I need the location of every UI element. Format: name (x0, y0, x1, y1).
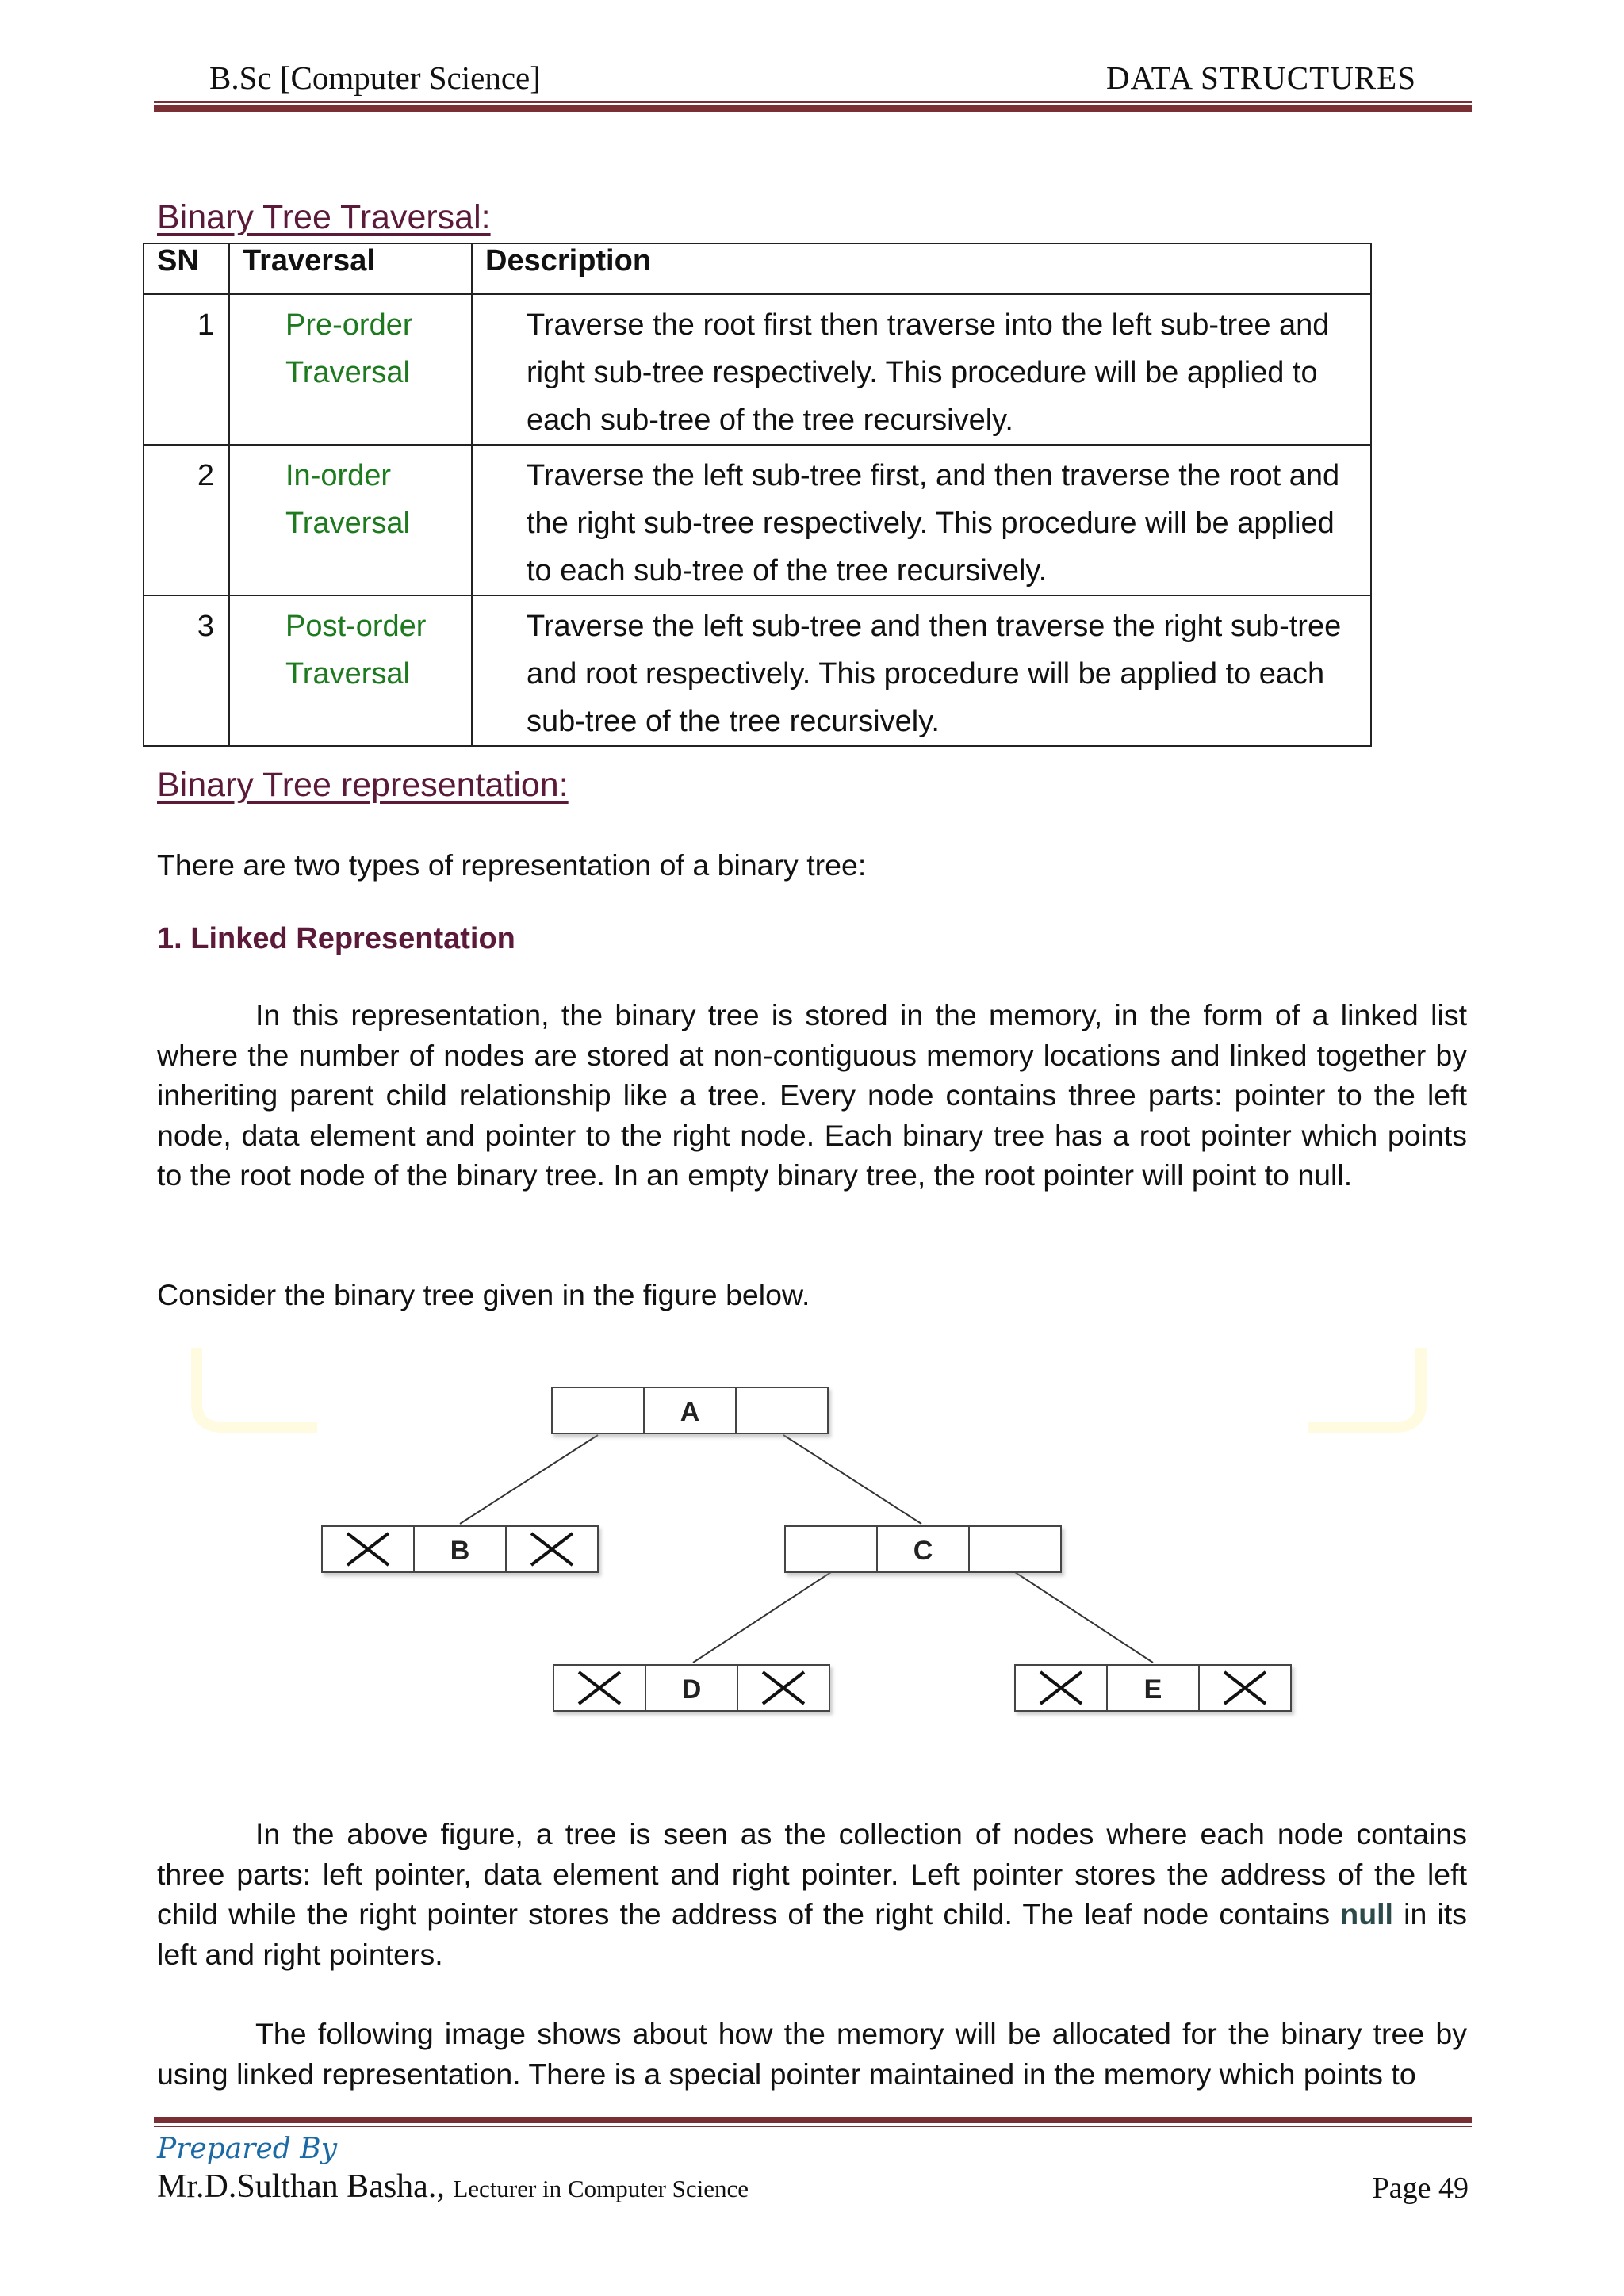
footer-rule-thin (154, 2126, 1472, 2127)
binary-tree-figure (190, 1348, 1443, 1728)
explanation-text-end: in its left and right pointers. (157, 1897, 1467, 1971)
edge-a-c (783, 1435, 921, 1524)
author-role: Lecturer in Computer Science (453, 2175, 749, 2202)
page-number: Page 49 (1372, 2172, 1469, 2205)
header-course: B.Sc [Computer Science] (209, 59, 541, 96)
header-subject: DATA STRUCTURES (1105, 59, 1416, 96)
traversal-name-line1: In-order (285, 459, 392, 492)
traversal-title: Binary Tree Traversal: (157, 198, 491, 236)
row-traversal-name (229, 595, 472, 746)
header-rule-thin (154, 101, 1472, 103)
tree-node-d (553, 1665, 829, 1711)
traversal-name-line1: Post-order (285, 610, 427, 643)
bracket-right-decoration (1308, 1348, 1421, 1427)
table-row (144, 294, 1371, 445)
header-rule-thick (154, 105, 1472, 112)
node-label: D (681, 1674, 702, 1705)
footer-rule-thick (154, 2117, 1472, 2123)
node-label: C (913, 1536, 933, 1566)
linked-representation-heading: 1. Linked Representation (157, 922, 515, 955)
row-sn: 2 (144, 445, 229, 595)
traversal-name-line2: Traversal (285, 507, 410, 540)
node-label: E (1143, 1674, 1162, 1705)
col-description: Description (472, 243, 1371, 294)
col-sn: SN (144, 243, 229, 294)
node-label: A (680, 1397, 700, 1427)
author-name: Mr.D.Sulthan Basha., (157, 2168, 445, 2205)
memory-allocation-paragraph: The following image shows about how the memory will be allocated for the binary tree by using linked representation. There is a special pointer maintained in the memory which points to (157, 2017, 1467, 2091)
figure-explanation (157, 1814, 1467, 1974)
row-traversal-name (229, 445, 472, 595)
col-traversal: Traversal (229, 243, 472, 294)
edge-c-e (1015, 1572, 1153, 1663)
tree-node-c (785, 1526, 1061, 1572)
consider-text: Consider the binary tree given in the figure below. (157, 1278, 810, 1311)
traversal-table (143, 243, 1372, 747)
table-row (144, 595, 1371, 746)
row-description: Traverse the root first then traverse into the left sub-tree and right sub-tree respectively. This procedure will be applied to each sub-tree of the tree recursively. (472, 294, 1371, 445)
footer-prepared-by: Prepared By (157, 2133, 338, 2165)
bracket-left-decoration (197, 1348, 317, 1427)
edge-a-b (460, 1435, 598, 1524)
explanation-text: In the above figure, a tree is seen as the collection of nodes where each node contains three parts: left pointer, data element and right pointer. Left pointer stores the address of the left child while the right pointer stores the address of the right child. The leaf node contains (157, 1817, 1467, 1931)
traversal-name-line2: Traversal (285, 356, 410, 389)
row-sn: 1 (144, 294, 229, 445)
node-label: B (450, 1536, 470, 1566)
row-sn: 3 (144, 595, 229, 746)
footer-author (157, 2168, 749, 2206)
row-traversal-name (229, 294, 472, 445)
traversal-name-line1: Pre-order (285, 308, 413, 342)
tree-node-a (552, 1387, 828, 1433)
row-description: Traverse the left sub-tree and then traverse the right sub-tree and root respectively. This procedure will be applied to each sub-tree of the tree recursively. (472, 595, 1371, 746)
representation-intro: There are two types of representation of a binary tree: (157, 848, 867, 882)
null-keyword: null (1340, 1897, 1393, 1931)
representation-title: Binary Tree representation: (157, 766, 569, 804)
row-description: Traverse the left sub-tree first, and then traverse the root and the right sub-tree respectively. This procedure will be applied to each sub-tree of the tree recursively. (472, 445, 1371, 595)
traversal-name-line2: Traversal (285, 657, 410, 691)
tree-node-b (322, 1526, 598, 1572)
table-header-row (144, 243, 1371, 294)
table-row (144, 445, 1371, 595)
tree-node-e (1015, 1665, 1291, 1711)
edge-c-d (693, 1572, 831, 1663)
linked-paragraph: In this representation, the binary tree is stored in the memory, in the form of a linked list where the number of nodes are stored at non-contiguous memory locations and linked together by inheriting parent child relationship like a tree. Every node contains three parts: pointer to the left node, data element and pointer to the right node. Each binary tree has a root pointer which points to the root node of the binary tree. In an empty binary tree, the root pointer will point to null. (157, 998, 1467, 1192)
